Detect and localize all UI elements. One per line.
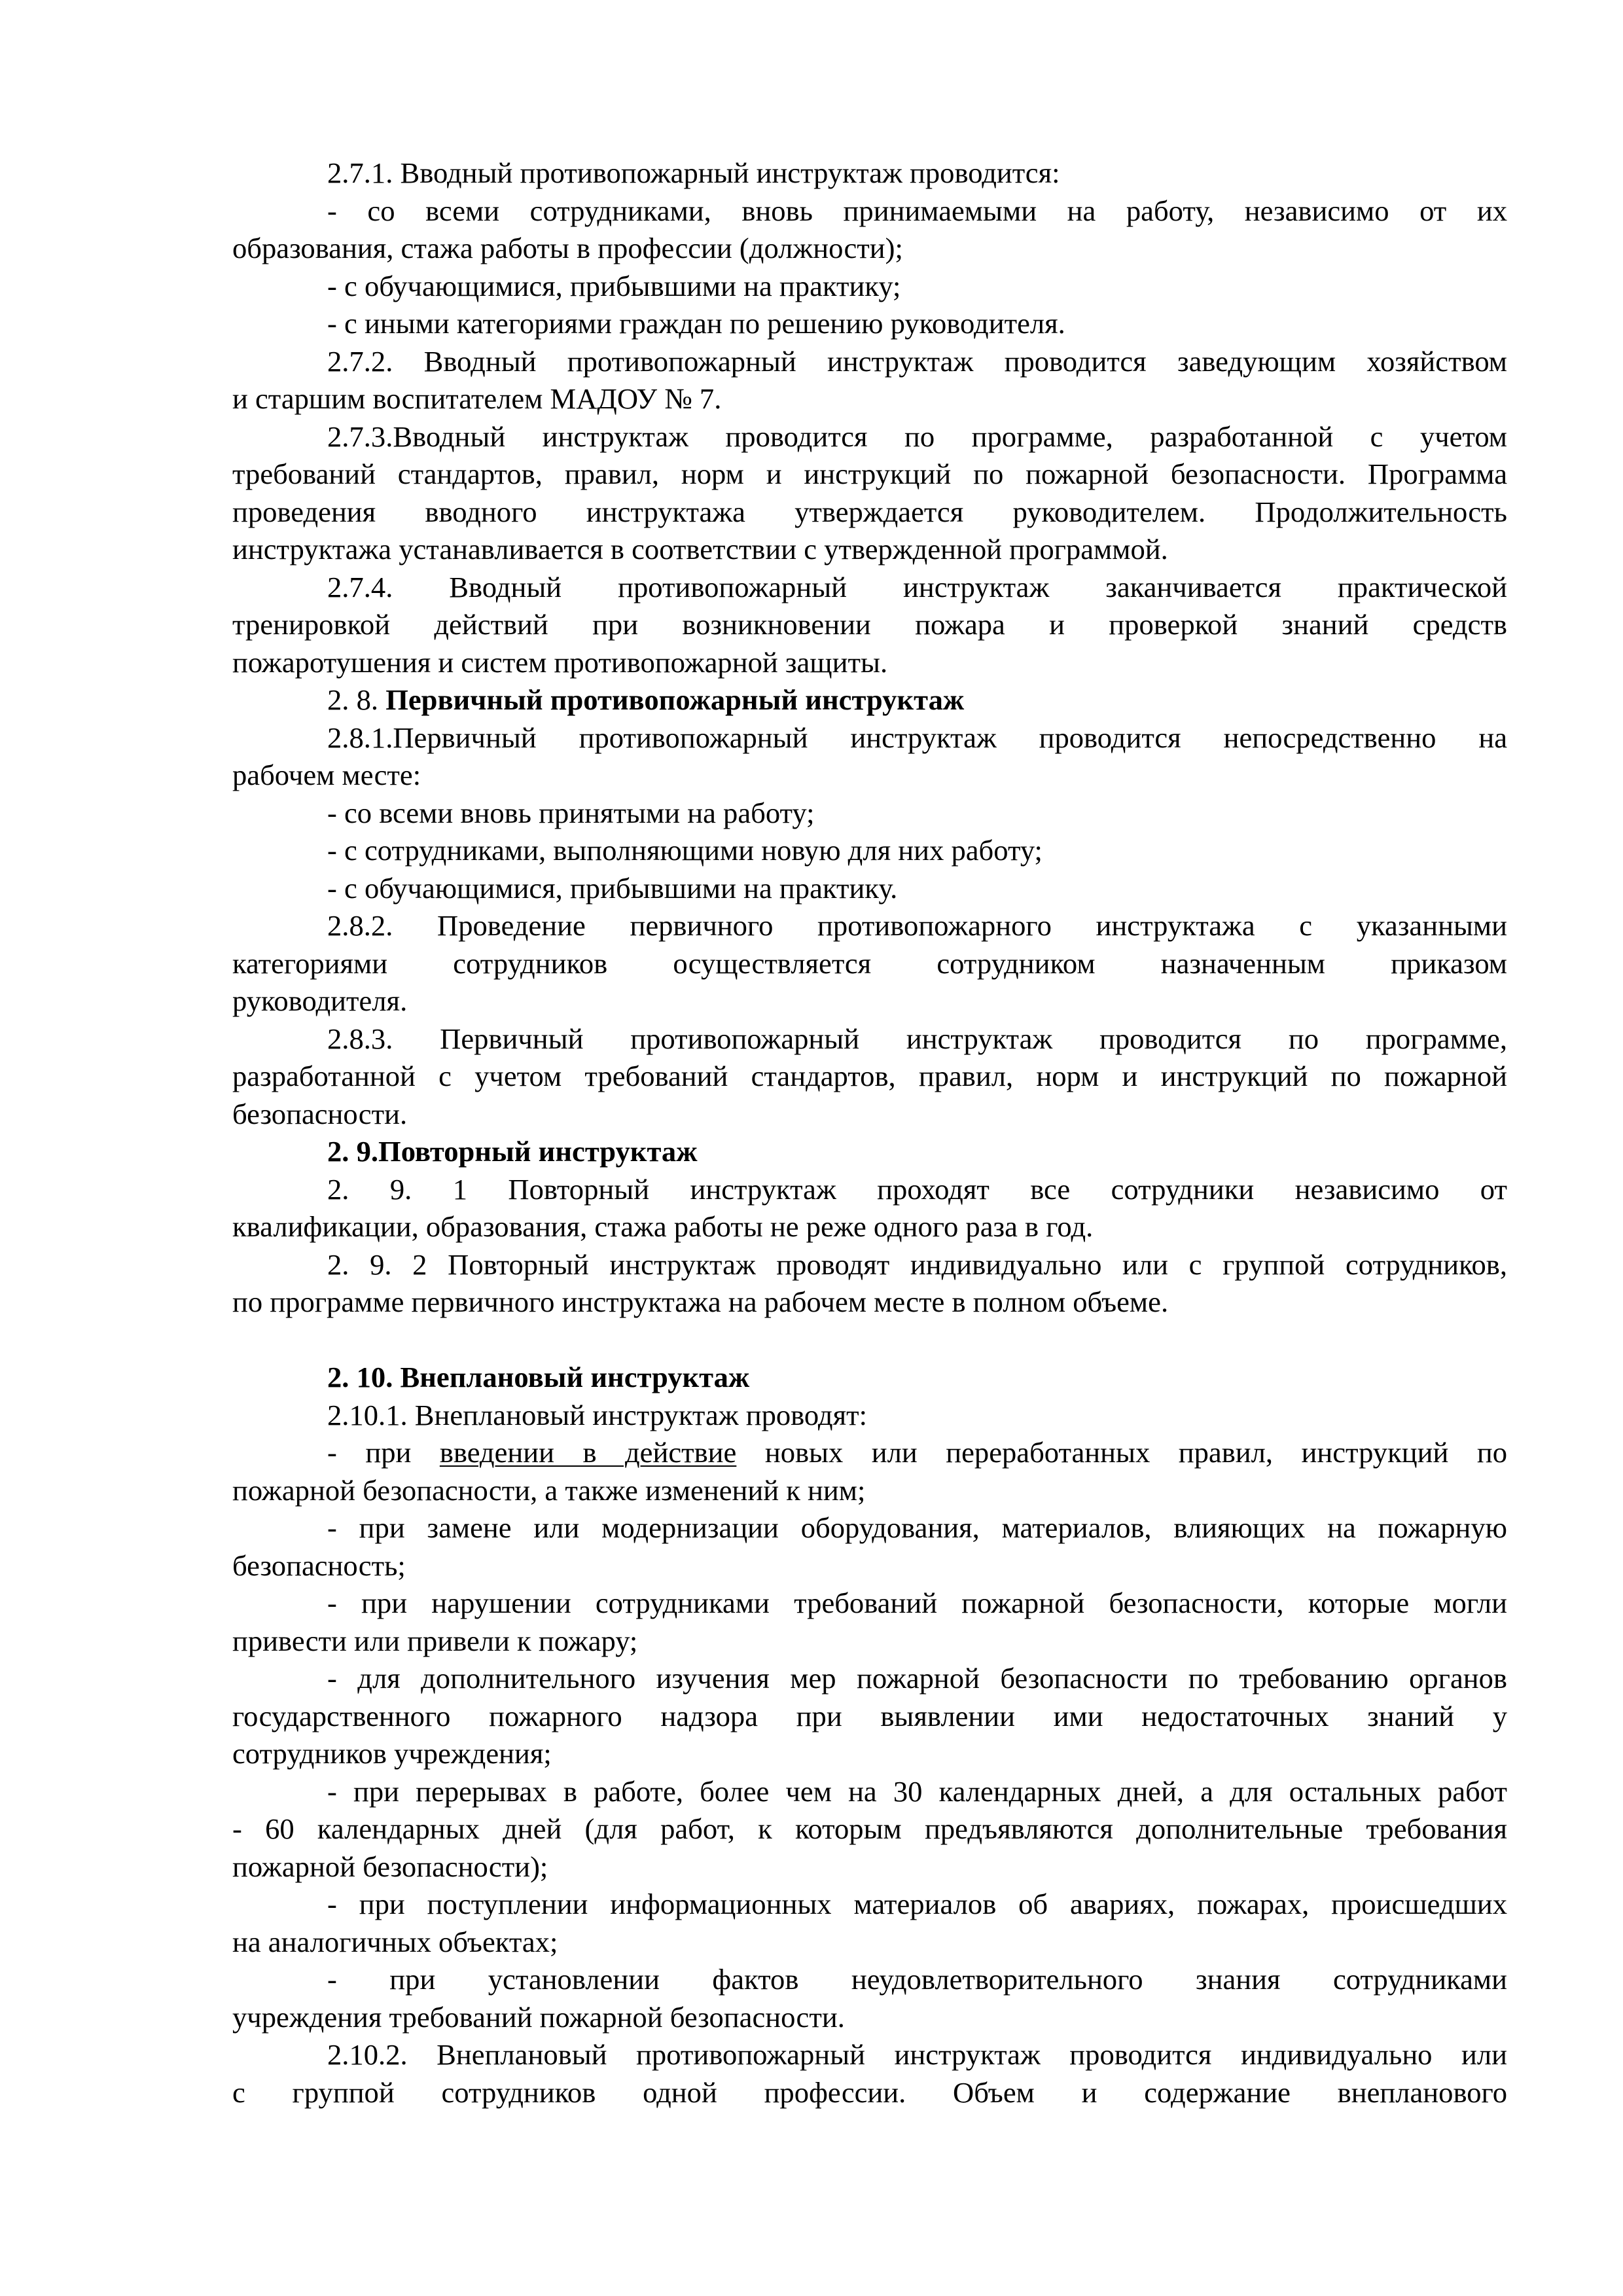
text-segment: учреждения требований пожарной безопасности. (232, 2000, 845, 2034)
text-segment: - при нарушении сотрудниками требований пожарной безопасности, которые могли (327, 1587, 1507, 1619)
text-segment: - для дополнительного изучения мер пожарной безопасности по требованию органов (327, 1662, 1507, 1695)
hyperlink[interactable]: введении в действие (439, 1436, 737, 1469)
paragraph (232, 1246, 1507, 1321)
paragraph (232, 1585, 1507, 1660)
heading-text: 2. 9.Повторный инструктаж (327, 1135, 698, 1168)
text-segment: привести или привели к пожару; (232, 1624, 638, 1657)
section-heading (232, 1133, 1507, 1171)
paragraph (232, 907, 1507, 1020)
paragraph (232, 569, 1507, 682)
paragraph (232, 154, 1507, 192)
text-segment: 2. 9. 2 Повторный инструктаж проводят индивидуально или с группой сотрудников, (327, 1247, 1507, 1281)
text-segment: 2.8.3. Первичный противопожарный инструктаж проводится по программе, (327, 1022, 1507, 1055)
text-segment: требований стандартов, правил, норм и инструкций по пожарной безопасности. Программа (232, 457, 1507, 490)
text-segment: 2.8.1.Первичный противопожарный инструктаж проводится непосредственно на (327, 721, 1507, 754)
text-line (232, 531, 1507, 569)
text-line (232, 1509, 1507, 1547)
paragraph (232, 1773, 1507, 1886)
text-line (232, 907, 1507, 945)
text-line (232, 192, 1507, 230)
paragraph (232, 1434, 1507, 1509)
text-line (232, 343, 1507, 381)
text-line (232, 1020, 1507, 1058)
text-line (232, 982, 1507, 1020)
paragraph (232, 1397, 1507, 1435)
text-segment: - при замене или модернизации оборудования, материалов, влияющих на пожарную (327, 1511, 1507, 1544)
text-segment: инструктажа устанавливается в соответствии с утвержденной программой. (232, 533, 1168, 565)
text-segment: 2.8.2. Проведение первичного противопожарного инструктажа с указанными (327, 909, 1507, 942)
text-segment: новых или переработанных правил, инструкций по (736, 1436, 1507, 1469)
text-segment: пожаротушения и систем противопожарной защиты. (232, 645, 888, 679)
text-line (232, 1472, 1507, 1510)
text-segment: разработанной с учетом требований стандартов, правил, норм и инструкций по пожарной (232, 1060, 1507, 1092)
text-line (232, 1246, 1507, 1284)
paragraph (232, 1171, 1507, 1246)
text-segment: 2.7.1. Вводный противопожарный инструктаж проводится: (327, 156, 1060, 189)
text-segment: рабочем месте: (232, 759, 421, 791)
text-segment: на аналогичных объектах; (232, 1925, 558, 1958)
text-segment: категориями сотрудников осуществляется сотрудником назначенным приказом (232, 946, 1507, 980)
paragraph (232, 1020, 1507, 1134)
text-line (232, 795, 1507, 833)
paragraph (232, 1509, 1507, 1585)
text-line (232, 1585, 1507, 1623)
text-segment: пожарной безопасности, а также изменений к ним; (232, 1473, 866, 1507)
text-segment: - при перерывах в работе, более чем на 30 календарных дней, а для остальных работ (327, 1774, 1507, 1808)
text-segment: 2.7.2. Вводный противопожарный инструктаж проводится заведующим хозяйством (327, 344, 1507, 378)
text-line (232, 1397, 1507, 1435)
heading-text: Первичный противопожарный инструктаж (385, 683, 965, 716)
text-segment: проведения вводного инструктажа утверждается руководителем. Продолжительность (232, 495, 1507, 528)
text-line (232, 456, 1507, 493)
text-segment: - при поступлении информационных материалов об авариях, пожарах, происшедших (327, 1888, 1507, 1920)
text-line (232, 1547, 1507, 1585)
text-segment: и старшим воспитателем МАДОУ № 7. (232, 382, 722, 415)
text-line (232, 606, 1507, 644)
text-segment: - с обучающимися, прибывшими на практику. (327, 871, 898, 905)
text-line (232, 1961, 1507, 1999)
section-heading (232, 681, 1507, 719)
text-segment: - со всеми сотрудниками, вновь принимаемыми на работу, независимо от их (327, 194, 1507, 227)
text-segment: государственного пожарного надзора при выявлении ими недостаточных знаний у (232, 1699, 1507, 1732)
text-line (232, 305, 1507, 343)
text-segment: 2. 9. 1 Повторный инструктаж проходят все сотрудники независимо от (327, 1172, 1507, 1206)
text-line (232, 1660, 1507, 1698)
paragraph (232, 795, 1507, 833)
text-line (232, 1434, 1507, 1472)
text-segment: квалификации, образования, стажа работы не реже одного раза в год. (232, 1210, 1094, 1243)
text-line (232, 832, 1507, 870)
paragraph (232, 343, 1507, 418)
paragraph (232, 832, 1507, 870)
text-line (232, 870, 1507, 908)
paragraph (232, 870, 1507, 908)
paragraph (232, 192, 1507, 268)
text-segment: - с обучающимися, прибывшими на практику; (327, 269, 901, 302)
text-segment: сотрудников учреждения; (232, 1737, 552, 1770)
text-segment: - со всеми вновь принятыми на работу; (327, 796, 815, 829)
text-line (232, 1208, 1507, 1246)
text-line (232, 757, 1507, 795)
document-body (232, 154, 1507, 2111)
text-line (232, 1623, 1507, 1660)
paragraph (232, 1660, 1507, 1773)
text-line (232, 1886, 1507, 1924)
heading-text: 2. 10. Внеплановый инструктаж (327, 1361, 750, 1393)
text-segment: с группой сотрудников одной профессии. Объем и содержание внепланового (232, 2075, 1507, 2109)
text-segment: 2.10.1. Внеплановый инструктаж проводят: (327, 1398, 868, 1431)
text-line (232, 1058, 1507, 1096)
text-segment: 2. 8. (327, 683, 386, 716)
text-line (232, 2036, 1507, 2074)
paragraph (232, 719, 1507, 795)
paragraph (232, 1886, 1507, 1961)
text-line (232, 418, 1507, 456)
text-segment: 2.10.2. Внеплановый противопожарный инструктаж проводится индивидуально или (327, 2038, 1507, 2071)
paragraph (232, 1961, 1507, 2036)
text-segment: - при (327, 1436, 440, 1469)
text-line (232, 230, 1507, 268)
text-line (232, 1096, 1507, 1134)
text-line (232, 1171, 1507, 1209)
text-segment: образования, стажа работы в профессии (должности); (232, 232, 903, 264)
text-line (232, 1359, 1507, 1397)
text-line (232, 1848, 1507, 1886)
text-line (232, 154, 1507, 192)
paragraph (232, 305, 1507, 343)
text-segment: руководителя. (232, 984, 408, 1017)
text-line (232, 493, 1507, 531)
text-line (232, 945, 1507, 983)
text-segment: - 60 календарных дней (для работ, к которым предъявляются дополнительные требования (232, 1812, 1507, 1845)
text-segment: безопасности. (232, 1097, 408, 1130)
text-segment: 2.7.3.Вводный инструктаж проводится по программе, разработанной с учетом (327, 420, 1507, 453)
text-segment: - при установлении фактов неудовлетворительного знания сотрудниками (327, 1963, 1507, 1996)
text-line (232, 1999, 1507, 2037)
text-line (232, 1924, 1507, 1962)
text-line (232, 2074, 1507, 2112)
paragraph (232, 2036, 1507, 2111)
text-segment: по программе первичного инструктажа на рабочем месте в полном объеме. (232, 1285, 1169, 1318)
text-line (232, 1283, 1507, 1321)
text-line (232, 719, 1507, 757)
text-line (232, 1810, 1507, 1848)
text-segment: тренировкой действий при возникновении пожара и проверкой знаний средств (232, 608, 1507, 641)
text-segment: - с иными категориями граждан по решению руководителя. (327, 307, 1065, 340)
text-line (232, 1773, 1507, 1811)
text-segment: пожарной безопасности); (232, 1850, 548, 1883)
paragraph (232, 268, 1507, 306)
text-segment: - с сотрудниками, выполняющими новую для них работу; (327, 834, 1043, 867)
text-line (232, 644, 1507, 682)
text-segment: 2.7.4. Вводный противопожарный инструктаж заканчивается практической (327, 570, 1507, 603)
paragraph (232, 418, 1507, 569)
text-line (232, 268, 1507, 306)
section-heading (232, 1359, 1507, 1397)
text-line (232, 1698, 1507, 1736)
text-line (232, 569, 1507, 607)
text-line (232, 380, 1507, 418)
blank-line (232, 1321, 1507, 1359)
text-line (232, 681, 1507, 719)
text-line (232, 1735, 1507, 1773)
text-line (232, 1133, 1507, 1171)
text-segment: безопасность; (232, 1549, 406, 1582)
